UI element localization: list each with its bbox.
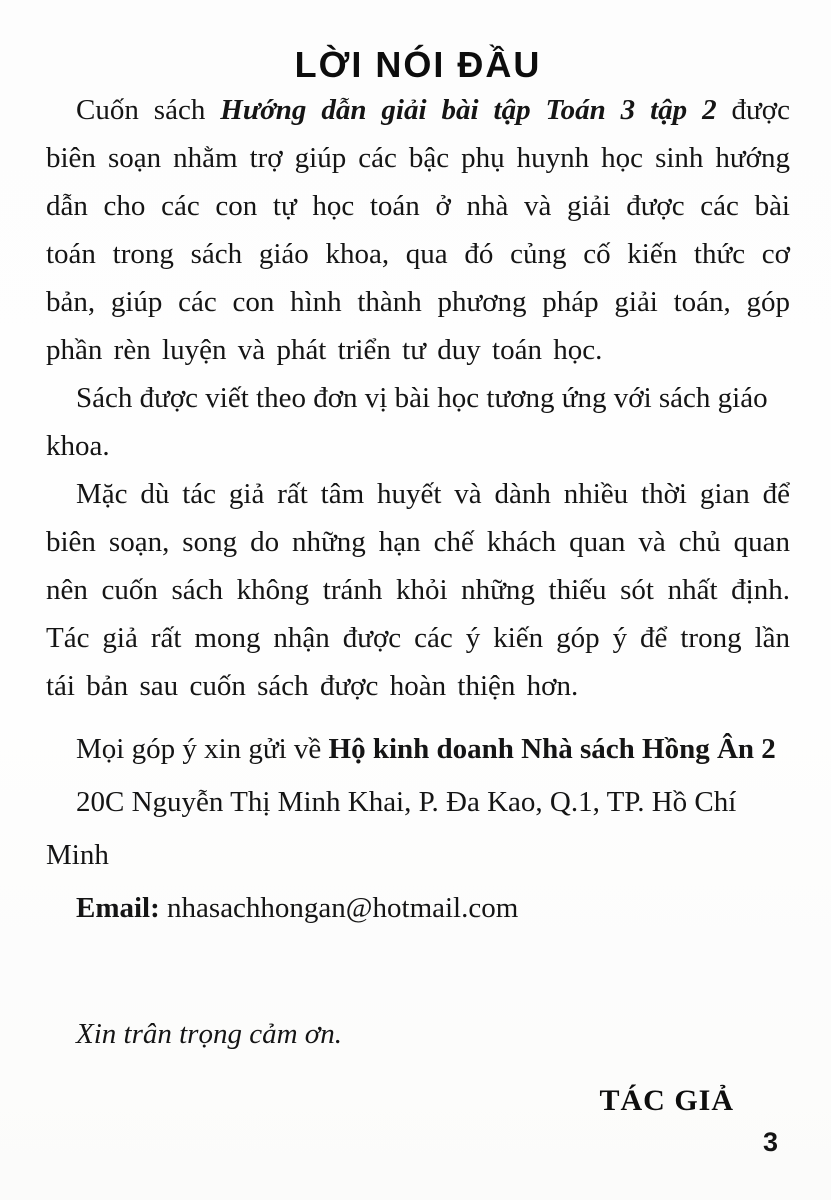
contact-line-feedback (46, 723, 790, 776)
email-label: Email: (76, 892, 160, 924)
closing-thanks: Xin trân trọng cảm ơn. (76, 1018, 342, 1050)
contact-block (46, 723, 790, 935)
book-title: Hướng dẫn giải bài tập Toán 3 tập 2 (220, 94, 717, 126)
paragraph-apology: Mặc dù tác giả rất tâm huyết và dành nhiều thời gian để biên soạn, song do những hạn chế khách quan và chủ quan nên cuốn sách không tránh khỏi những thiếu sót nhất định. Tác giả rất mong nhận được các ý kiến góp ý để trong lần tái bản sau cuốn sách được hoàn thiện hơn. (46, 478, 790, 702)
paragraph-intro-prefix: Cuốn sách (76, 94, 221, 126)
publisher-name: Hộ kinh doanh Nhà sách Hồng Ân 2 (328, 733, 776, 765)
page-number: 3 (762, 1127, 778, 1157)
email-value: nhasachhongan@hotmail.com (159, 892, 519, 924)
page-title: LỜI NÓI ĐẦU (294, 44, 542, 85)
contact-feedback-prefix: Mọi góp ý xin gửi về (76, 733, 329, 765)
paragraph-structure: Sách được viết theo đơn vị bài học tương ứng với sách giáo khoa. (46, 382, 768, 462)
paragraph-intro-suffix: được biên soạn nhằm trợ giúp các bậc phụ huynh học sinh hướng dẫn cho các con tự học toán ở nhà và giải được các bài toán trong sách giáo khoa, qua đó củng cố kiến thức cơ bản, giúp các con hình thành phương pháp giải toán, góp phần rèn luyện và phát triển tư duy toán học. (46, 94, 790, 366)
author-signature: TÁC GIẢ (599, 1084, 734, 1117)
contact-address: 20C Nguyễn Thị Minh Khai, P. Đa Kao, Q.1, TP. Hồ Chí Minh (46, 786, 737, 871)
contact-email-line (46, 882, 790, 935)
paragraph-intro (46, 86, 790, 374)
